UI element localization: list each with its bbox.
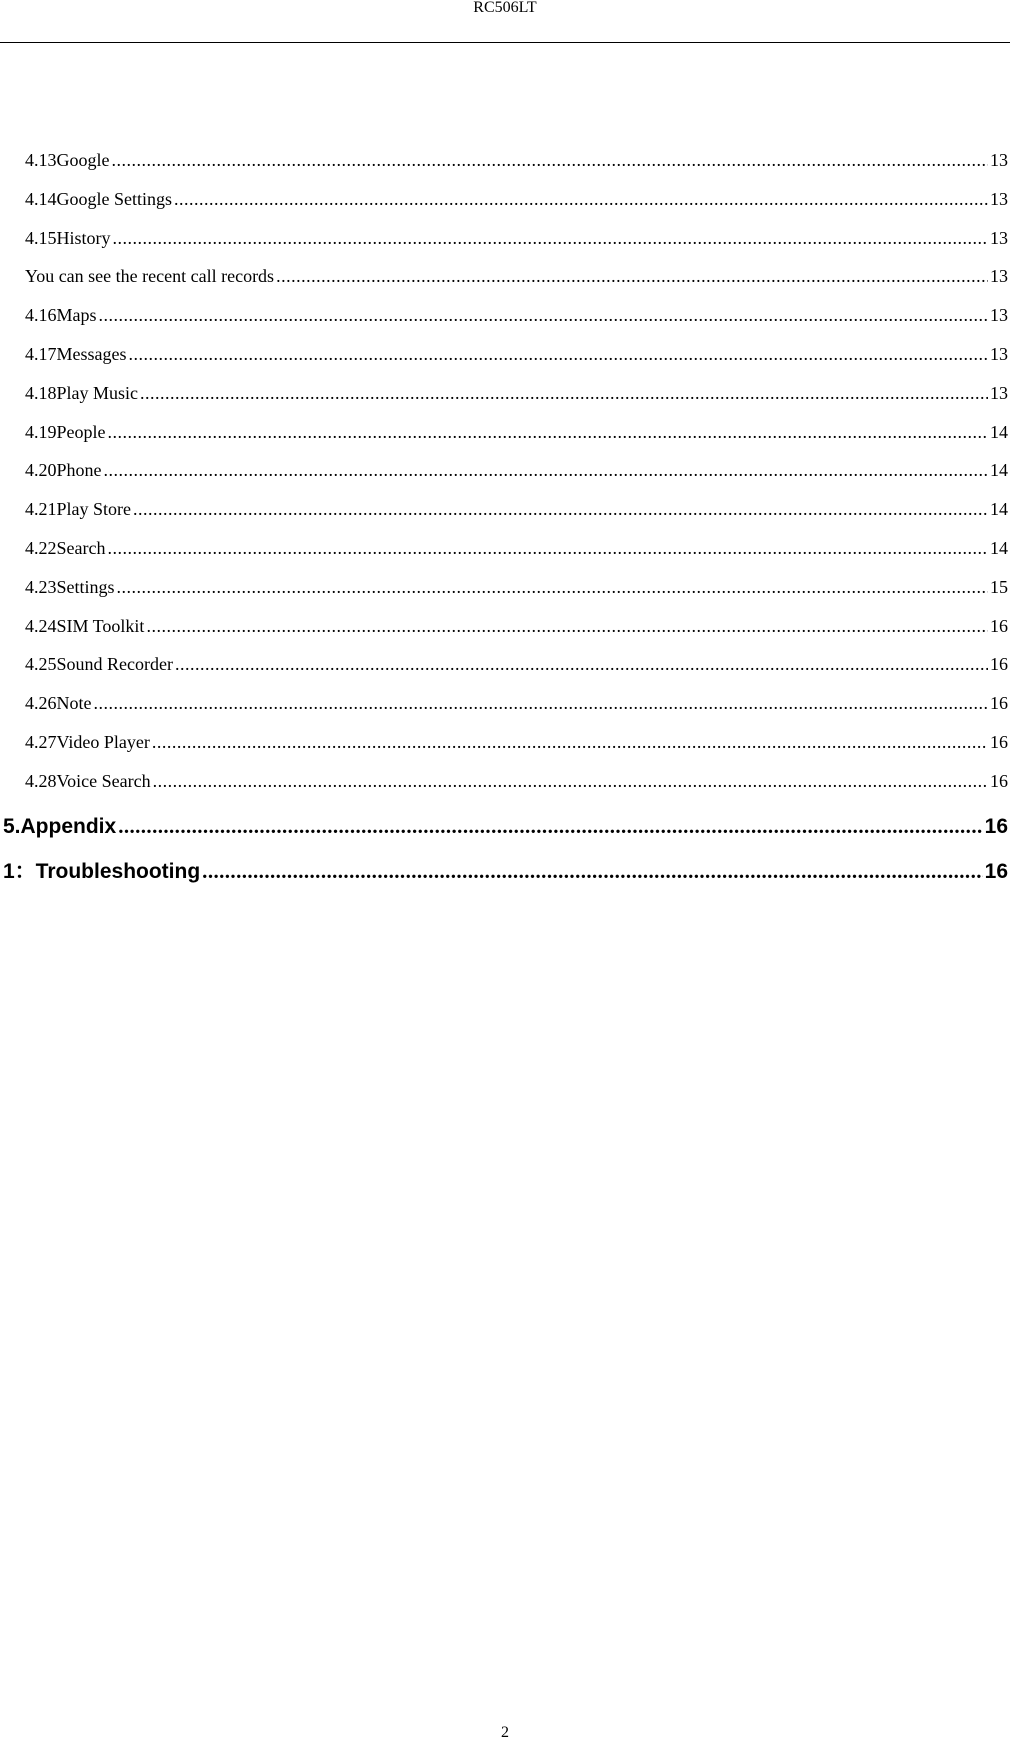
- toc-entry-google[interactable]: [25, 148, 1008, 172]
- toc-dot-leader: [94, 691, 989, 715]
- toc-entry-title: 4.24SIM Toolkit: [25, 616, 145, 636]
- toc-entry-people[interactable]: [25, 420, 1008, 444]
- toc-entry-page: 14: [990, 499, 1008, 519]
- toc-entry-title: 4.19People: [25, 422, 106, 442]
- toc-entry-search[interactable]: [25, 536, 1008, 560]
- toc-entry-title: 4.18Play Music: [25, 383, 139, 403]
- toc-entry-title: 4.16Maps: [25, 305, 97, 325]
- toc-entry-page: 16: [984, 815, 1008, 838]
- header-divider: [0, 42, 1010, 43]
- toc-entry-title: 5.Appendix: [3, 815, 117, 838]
- header-title: RC506LT: [473, 0, 537, 16]
- toc-entry-troubleshooting[interactable]: [3, 857, 1008, 885]
- toc-dot-leader: [99, 303, 989, 327]
- toc-dot-leader: [108, 420, 989, 444]
- toc-dot-leader: [113, 226, 989, 250]
- toc-dot-leader: [107, 536, 988, 560]
- toc-entry-phone[interactable]: [25, 458, 1008, 482]
- toc-entry-title: 4.26Note: [25, 693, 92, 713]
- toc-entry-title: 4.25Sound Recorder: [25, 654, 173, 674]
- toc-entry-page: 13: [990, 305, 1008, 325]
- toc-entry-page: 13: [990, 344, 1008, 364]
- toc-dot-leader: [104, 458, 989, 482]
- toc-entry-title: 4.28Voice Search: [25, 771, 151, 791]
- page-footer: [0, 1724, 1010, 1742]
- toc-entry-messages[interactable]: [25, 342, 1008, 366]
- toc-dot-leader: [152, 730, 988, 754]
- toc-dot-leader: [117, 575, 988, 599]
- toc-entry-title: 4.20Phone: [25, 460, 102, 480]
- toc-entry-history[interactable]: [25, 226, 1008, 250]
- toc-entry-title: 4.17Messages: [25, 344, 127, 364]
- toc-entry-title: 4.15History: [25, 228, 111, 248]
- toc-dot-leader: [133, 497, 988, 521]
- toc-entry-page: 13: [990, 266, 1008, 286]
- toc-dot-leader: [174, 187, 988, 211]
- toc-entry-page: 14: [990, 422, 1008, 442]
- toc-entry-page: 14: [990, 460, 1008, 480]
- toc-entry-page: 13: [990, 383, 1008, 403]
- toc-entry-title: 4.23Settings: [25, 577, 115, 597]
- toc-entry-page: 13: [990, 189, 1008, 209]
- toc-entry-title: 4.27Video Player: [25, 732, 150, 752]
- toc-entry-appendix[interactable]: [3, 812, 1008, 840]
- toc-entry-page: 13: [990, 228, 1008, 248]
- toc-entry-page: 13: [990, 150, 1008, 170]
- toc-entry-page: 16: [990, 654, 1008, 674]
- toc-entry-video-player[interactable]: [25, 730, 1008, 754]
- toc-entry-play-store[interactable]: [25, 497, 1008, 521]
- toc-dot-leader: [276, 264, 988, 288]
- toc-entry-sound-recorder[interactable]: [25, 652, 1008, 676]
- toc-entry-title: 1：Troubleshooting: [3, 860, 201, 883]
- toc-entry-play-music[interactable]: [25, 381, 1008, 405]
- toc-entry-voice-search[interactable]: [25, 769, 1008, 793]
- toc-entry-page: 16: [984, 860, 1008, 883]
- toc-entry-sim-toolkit[interactable]: [25, 614, 1008, 638]
- toc-dot-leader: [140, 381, 988, 405]
- toc-entry-page: 14: [990, 538, 1008, 558]
- toc-dot-leader: [118, 812, 982, 841]
- toc-entry-page: 16: [990, 771, 1008, 791]
- toc-dot-leader: [146, 614, 988, 638]
- toc-entry-maps[interactable]: [25, 303, 1008, 327]
- toc-dot-leader: [153, 769, 988, 793]
- toc-entry-page: 16: [990, 732, 1008, 752]
- page-number: 2: [501, 1724, 509, 1741]
- toc-entry-title: You can see the recent call records: [25, 266, 275, 286]
- toc-entry-page: 15: [990, 577, 1008, 597]
- toc-dot-leader: [112, 148, 989, 172]
- toc-entry-recent-call-records[interactable]: [25, 264, 1008, 288]
- toc-entry-note[interactable]: [25, 691, 1008, 715]
- toc-entry-page: 16: [990, 693, 1008, 713]
- toc-dot-leader: [202, 857, 982, 886]
- toc-entry-page: 16: [990, 616, 1008, 636]
- toc-entry-title: 4.22Search: [25, 538, 106, 558]
- toc-dot-leader: [175, 652, 988, 676]
- toc-entry-title: 4.13Google: [25, 150, 110, 170]
- toc-entry-settings[interactable]: [25, 575, 1008, 599]
- toc-entry-title: 4.14Google Settings: [25, 189, 172, 209]
- toc-dot-leader: [129, 342, 989, 366]
- page-header: [0, 0, 1010, 16]
- toc-entry-google-settings[interactable]: [25, 187, 1008, 211]
- toc-entry-title: 4.21Play Store: [25, 499, 131, 519]
